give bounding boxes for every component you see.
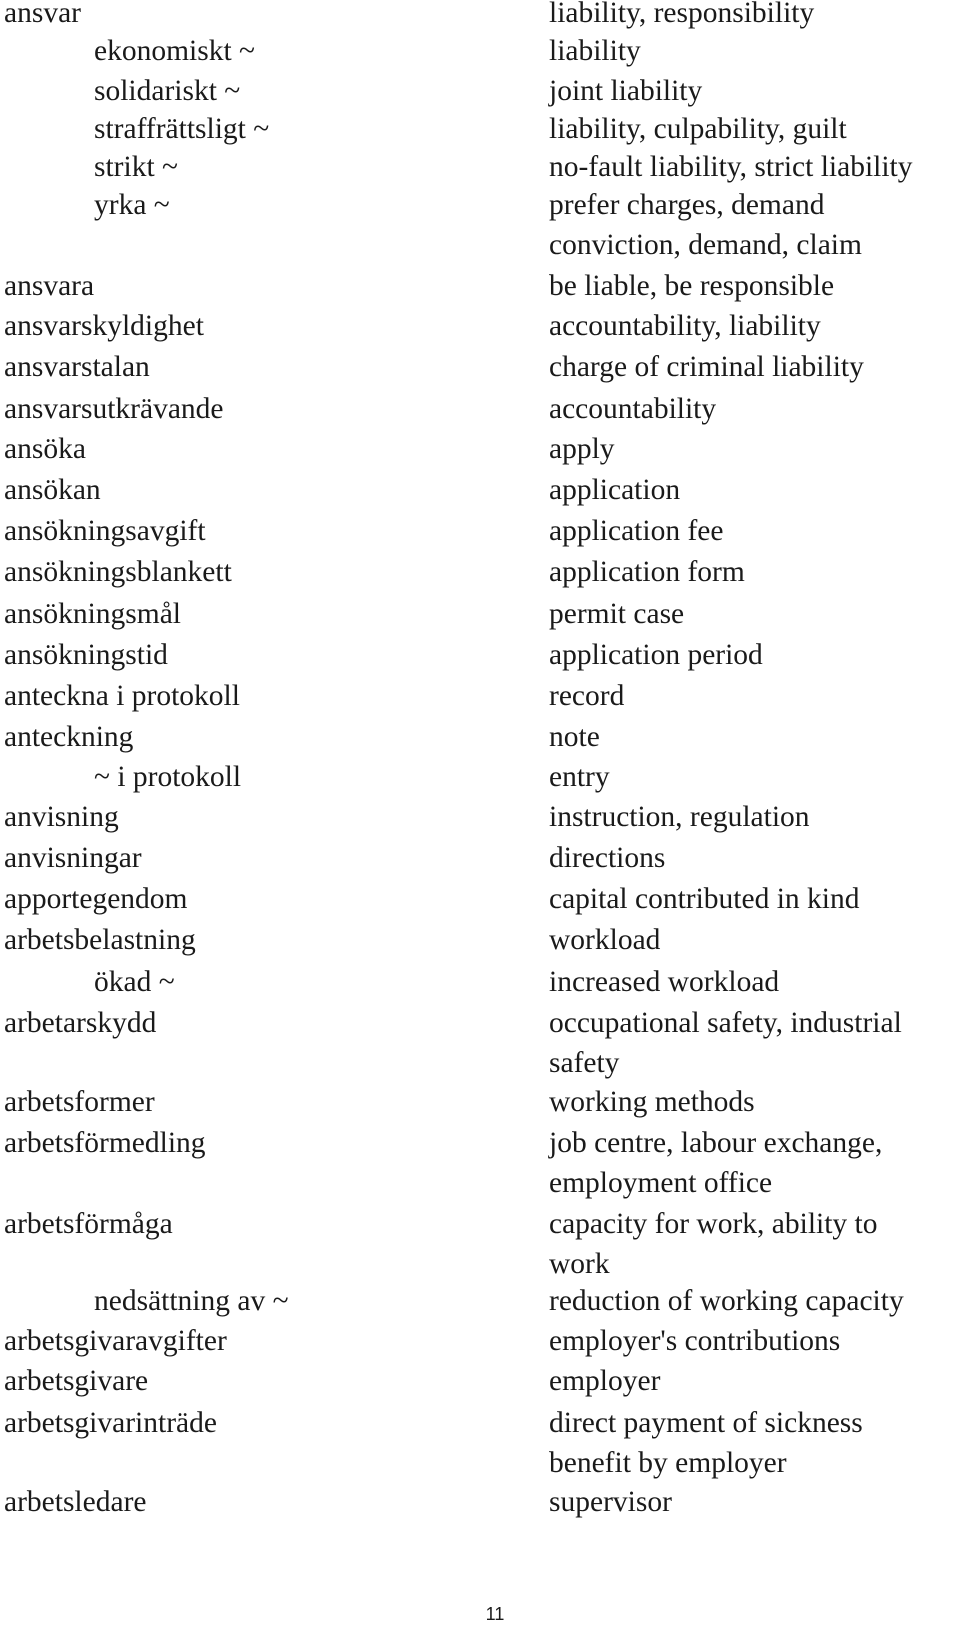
english-translation	[549, 147, 960, 187]
english-translation	[549, 0, 960, 33]
swedish-term: arbetsformer	[4, 1086, 155, 1118]
english-translation	[549, 717, 960, 757]
swedish-term: ansvara	[4, 270, 95, 302]
swedish-subterm: ~ i protokoll	[94, 761, 242, 793]
translation-line: permit case	[549, 598, 685, 630]
translation-line: apply	[549, 433, 615, 465]
translation-line: job centre, labour exchange,	[549, 1127, 883, 1159]
swedish-subterm: nedsättning av ~	[94, 1285, 289, 1317]
swedish-term: anvisningar	[4, 842, 142, 874]
english-translation	[549, 511, 960, 551]
english-translation	[549, 676, 960, 716]
english-translation	[549, 1204, 960, 1284]
swedish-term: anteckna i protokoll	[4, 680, 240, 712]
swedish-subterm: strikt ~	[94, 151, 178, 183]
english-translation	[549, 920, 960, 960]
swedish-term: ansökan	[4, 474, 101, 506]
english-translation	[549, 1281, 960, 1321]
translation-line: increased workload	[549, 966, 780, 998]
translation-line: capacity for work, ability to	[549, 1208, 878, 1240]
swedish-subterm: solidariskt ~	[94, 75, 241, 107]
english-translation	[549, 962, 960, 1002]
english-translation	[549, 266, 960, 306]
translation-line: accountability	[549, 393, 717, 425]
english-translation	[549, 838, 960, 878]
swedish-subterm: yrka ~	[94, 189, 170, 221]
translation-line: liability	[549, 35, 641, 67]
english-translation	[549, 1123, 960, 1203]
english-translation	[549, 347, 960, 387]
swedish-subterm: straffrättsligt ~	[94, 113, 270, 145]
translation-line: directions	[549, 842, 666, 874]
translation-line: instruction, regulation	[549, 801, 810, 833]
translation-line: employer's contributions	[549, 1325, 841, 1357]
translation-line: safety	[549, 1047, 620, 1079]
swedish-term: anteckning	[4, 721, 134, 753]
translation-line: employment office	[549, 1167, 773, 1199]
swedish-term: arbetsgivarinträde	[4, 1407, 217, 1439]
translation-line: application fee	[549, 515, 724, 547]
english-translation	[549, 1403, 960, 1483]
translation-line: record	[549, 680, 625, 712]
swedish-term: apportegendom	[4, 883, 188, 915]
english-translation	[549, 31, 960, 71]
translation-line: no-fault liability, strict liability	[549, 151, 913, 183]
swedish-term: ansökningsmål	[4, 598, 181, 630]
translation-line: liability, culpability, guilt	[549, 113, 847, 145]
translation-line: working methods	[549, 1086, 755, 1118]
translation-line: application form	[549, 556, 745, 588]
translation-line: supervisor	[549, 1486, 672, 1518]
english-translation	[549, 71, 960, 111]
english-translation	[549, 389, 960, 429]
english-translation	[549, 1003, 960, 1083]
swedish-subterm: ökad ~	[94, 966, 175, 998]
swedish-term: ansvarsutkrävande	[4, 393, 224, 425]
translation-line: work	[549, 1248, 610, 1280]
english-translation	[549, 1361, 960, 1401]
translation-line: capital contributed in kind	[549, 883, 860, 915]
translation-line: joint liability	[549, 75, 703, 107]
english-translation	[549, 470, 960, 510]
swedish-term: ansvarstalan	[4, 351, 150, 383]
translation-line: application	[549, 474, 681, 506]
swedish-term: arbetsledare	[4, 1486, 147, 1518]
translation-line: benefit by employer	[549, 1447, 787, 1479]
english-translation	[549, 429, 960, 469]
english-translation	[549, 185, 960, 265]
page-number: 11	[485, 1604, 505, 1624]
swedish-subterm: ekonomiskt ~	[94, 35, 255, 67]
translation-line: prefer charges, demand	[549, 189, 825, 221]
english-translation	[549, 1482, 960, 1522]
translation-line: reduction of working capacity	[549, 1285, 904, 1317]
swedish-term: arbetsförmåga	[4, 1208, 173, 1240]
translation-line: application period	[549, 639, 763, 671]
translation-line: note	[549, 721, 600, 753]
english-translation	[549, 306, 960, 346]
swedish-term: ansvar	[4, 0, 81, 29]
english-translation	[549, 757, 960, 797]
translation-line: conviction, demand, claim	[549, 229, 862, 261]
swedish-term: arbetsgivaravgifter	[4, 1325, 227, 1357]
swedish-term: arbetarskydd	[4, 1007, 157, 1039]
swedish-term: arbetsgivare	[4, 1365, 149, 1397]
translation-line: occupational safety, industrial	[549, 1007, 902, 1039]
translation-line: be liable, be responsible	[549, 270, 835, 302]
swedish-term: ansökningsavgift	[4, 515, 206, 547]
translation-line: direct payment of sickness	[549, 1407, 863, 1439]
english-translation	[549, 594, 960, 634]
swedish-term: ansvarskyldighet	[4, 310, 204, 342]
swedish-term: ansöka	[4, 433, 86, 465]
swedish-term: arbetsförmedling	[4, 1127, 206, 1159]
english-translation	[549, 552, 960, 592]
swedish-term: arbetsbelastning	[4, 924, 196, 956]
translation-line: employer	[549, 1365, 661, 1397]
english-translation	[549, 109, 960, 149]
translation-line: liability, responsibility	[549, 0, 815, 29]
english-translation	[549, 1321, 960, 1361]
translation-line: accountability, liability	[549, 310, 821, 342]
translation-line: charge of criminal liability	[549, 351, 864, 383]
swedish-term: ansökningsblankett	[4, 556, 232, 588]
swedish-term: ansökningstid	[4, 639, 168, 671]
translation-line: entry	[549, 761, 610, 793]
english-translation	[549, 635, 960, 675]
english-translation	[549, 797, 960, 837]
translation-line: workload	[549, 924, 661, 956]
english-translation	[549, 879, 960, 919]
swedish-term: anvisning	[4, 801, 119, 833]
english-translation	[549, 1082, 960, 1122]
